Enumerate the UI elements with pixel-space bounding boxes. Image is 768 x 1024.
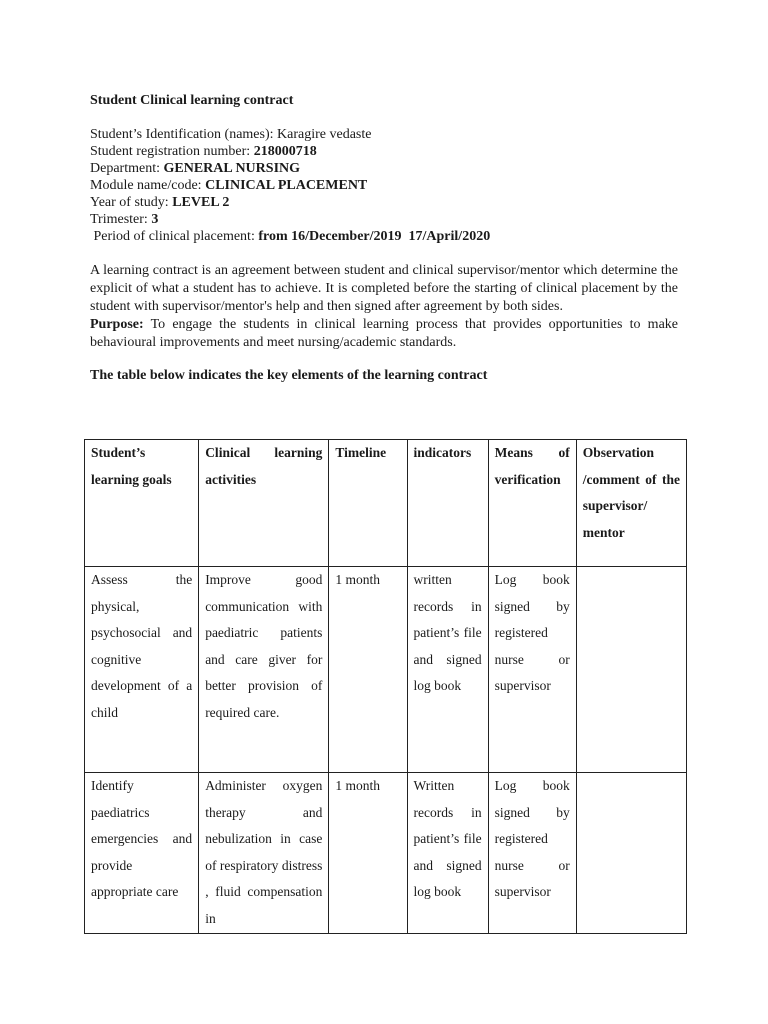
field-value: CLINICAL PLACEMENT: [205, 178, 368, 193]
purpose-paragraph: [90, 316, 678, 352]
intro-paragraph: A learning contract is an agreement between student and clinical supervisor/mentor which determine the explicit of what a student has to achieve. It is completed before the starting of clinical placement by the student with supervisor/mentor's help and then signed after agreement by both sides.: [90, 263, 678, 314]
cell-verification: Log book signed by registered nurse or supervisor: [488, 567, 576, 773]
cell-indicators: written records in patient’s file and signed log book: [407, 567, 488, 773]
cell-verification: Log book signed by registered nurse or supervisor: [488, 773, 576, 934]
cell-observation: [576, 773, 686, 934]
cell-timeline: 1 month: [329, 773, 407, 934]
cell-observation: [576, 567, 686, 773]
header-learning-goals: Student’s learning goals: [85, 440, 199, 567]
field-label: Year of study:: [90, 195, 173, 210]
field-label: Student registration number:: [90, 144, 254, 159]
learning-contract-table: [84, 439, 687, 934]
field-value: 218000718: [253, 144, 317, 159]
field-value: from 16/December/2019 17/April/2020: [258, 229, 491, 244]
student-info: [90, 126, 678, 245]
field-module: [90, 177, 678, 194]
cell-learning-activity: Administer oxygen therapy and nebulization in case of respiratory distress , fluid compensation in: [199, 773, 329, 934]
field-label: Period of clinical placement:: [90, 229, 259, 244]
field-year-of-study: [90, 194, 678, 211]
field-value: 3: [151, 212, 159, 227]
field-student-name: [90, 126, 678, 143]
header-observation: Observation /comment of the supervisor/ mentor: [576, 440, 686, 567]
field-registration-number: [90, 143, 678, 160]
field-value: LEVEL 2: [172, 195, 230, 210]
document-page: [90, 93, 678, 384]
field-label: Trimester:: [90, 212, 152, 227]
cell-learning-goal: Assess the physical, psychosocial and cognitive development of a child: [85, 567, 199, 773]
header-indicators: indicators: [407, 440, 488, 567]
field-value: Karagire vedaste: [277, 127, 372, 142]
cell-learning-activity: Improve good communication with paediatric patients and care giver for better provision of required care.: [199, 567, 329, 773]
purpose-text: To engage the students in clinical learning process that provides opportunities to make behavioural improvements and meet nursing/academic standards.: [90, 317, 678, 350]
table-heading: The table below indicates the key elements of the learning contract: [90, 368, 488, 383]
document-title: Student Clinical learning contract: [90, 93, 294, 108]
field-trimester: [90, 211, 678, 228]
header-timeline: Timeline: [329, 440, 407, 567]
table-row: [85, 567, 687, 773]
field-label: Department:: [90, 161, 164, 176]
table-header-row: [85, 440, 687, 567]
header-learning-activities: Clinical learning activities: [199, 440, 329, 567]
field-placement-period: [90, 228, 678, 245]
field-label: Student’s Identification (names):: [90, 127, 278, 142]
purpose-label: Purpose:: [90, 317, 144, 332]
cell-indicators: Written records in patient’s file and signed log book: [407, 773, 488, 934]
field-value: GENERAL NURSING: [163, 161, 301, 176]
header-means-of-verification: Means of verification: [488, 440, 576, 567]
field-label: Module name/code:: [90, 178, 206, 193]
cell-timeline: 1 month: [329, 567, 407, 773]
field-department: [90, 160, 678, 177]
table-row: [85, 773, 687, 934]
cell-learning-goal: Identify paediatrics emergencies and provide appropriate care: [85, 773, 199, 934]
